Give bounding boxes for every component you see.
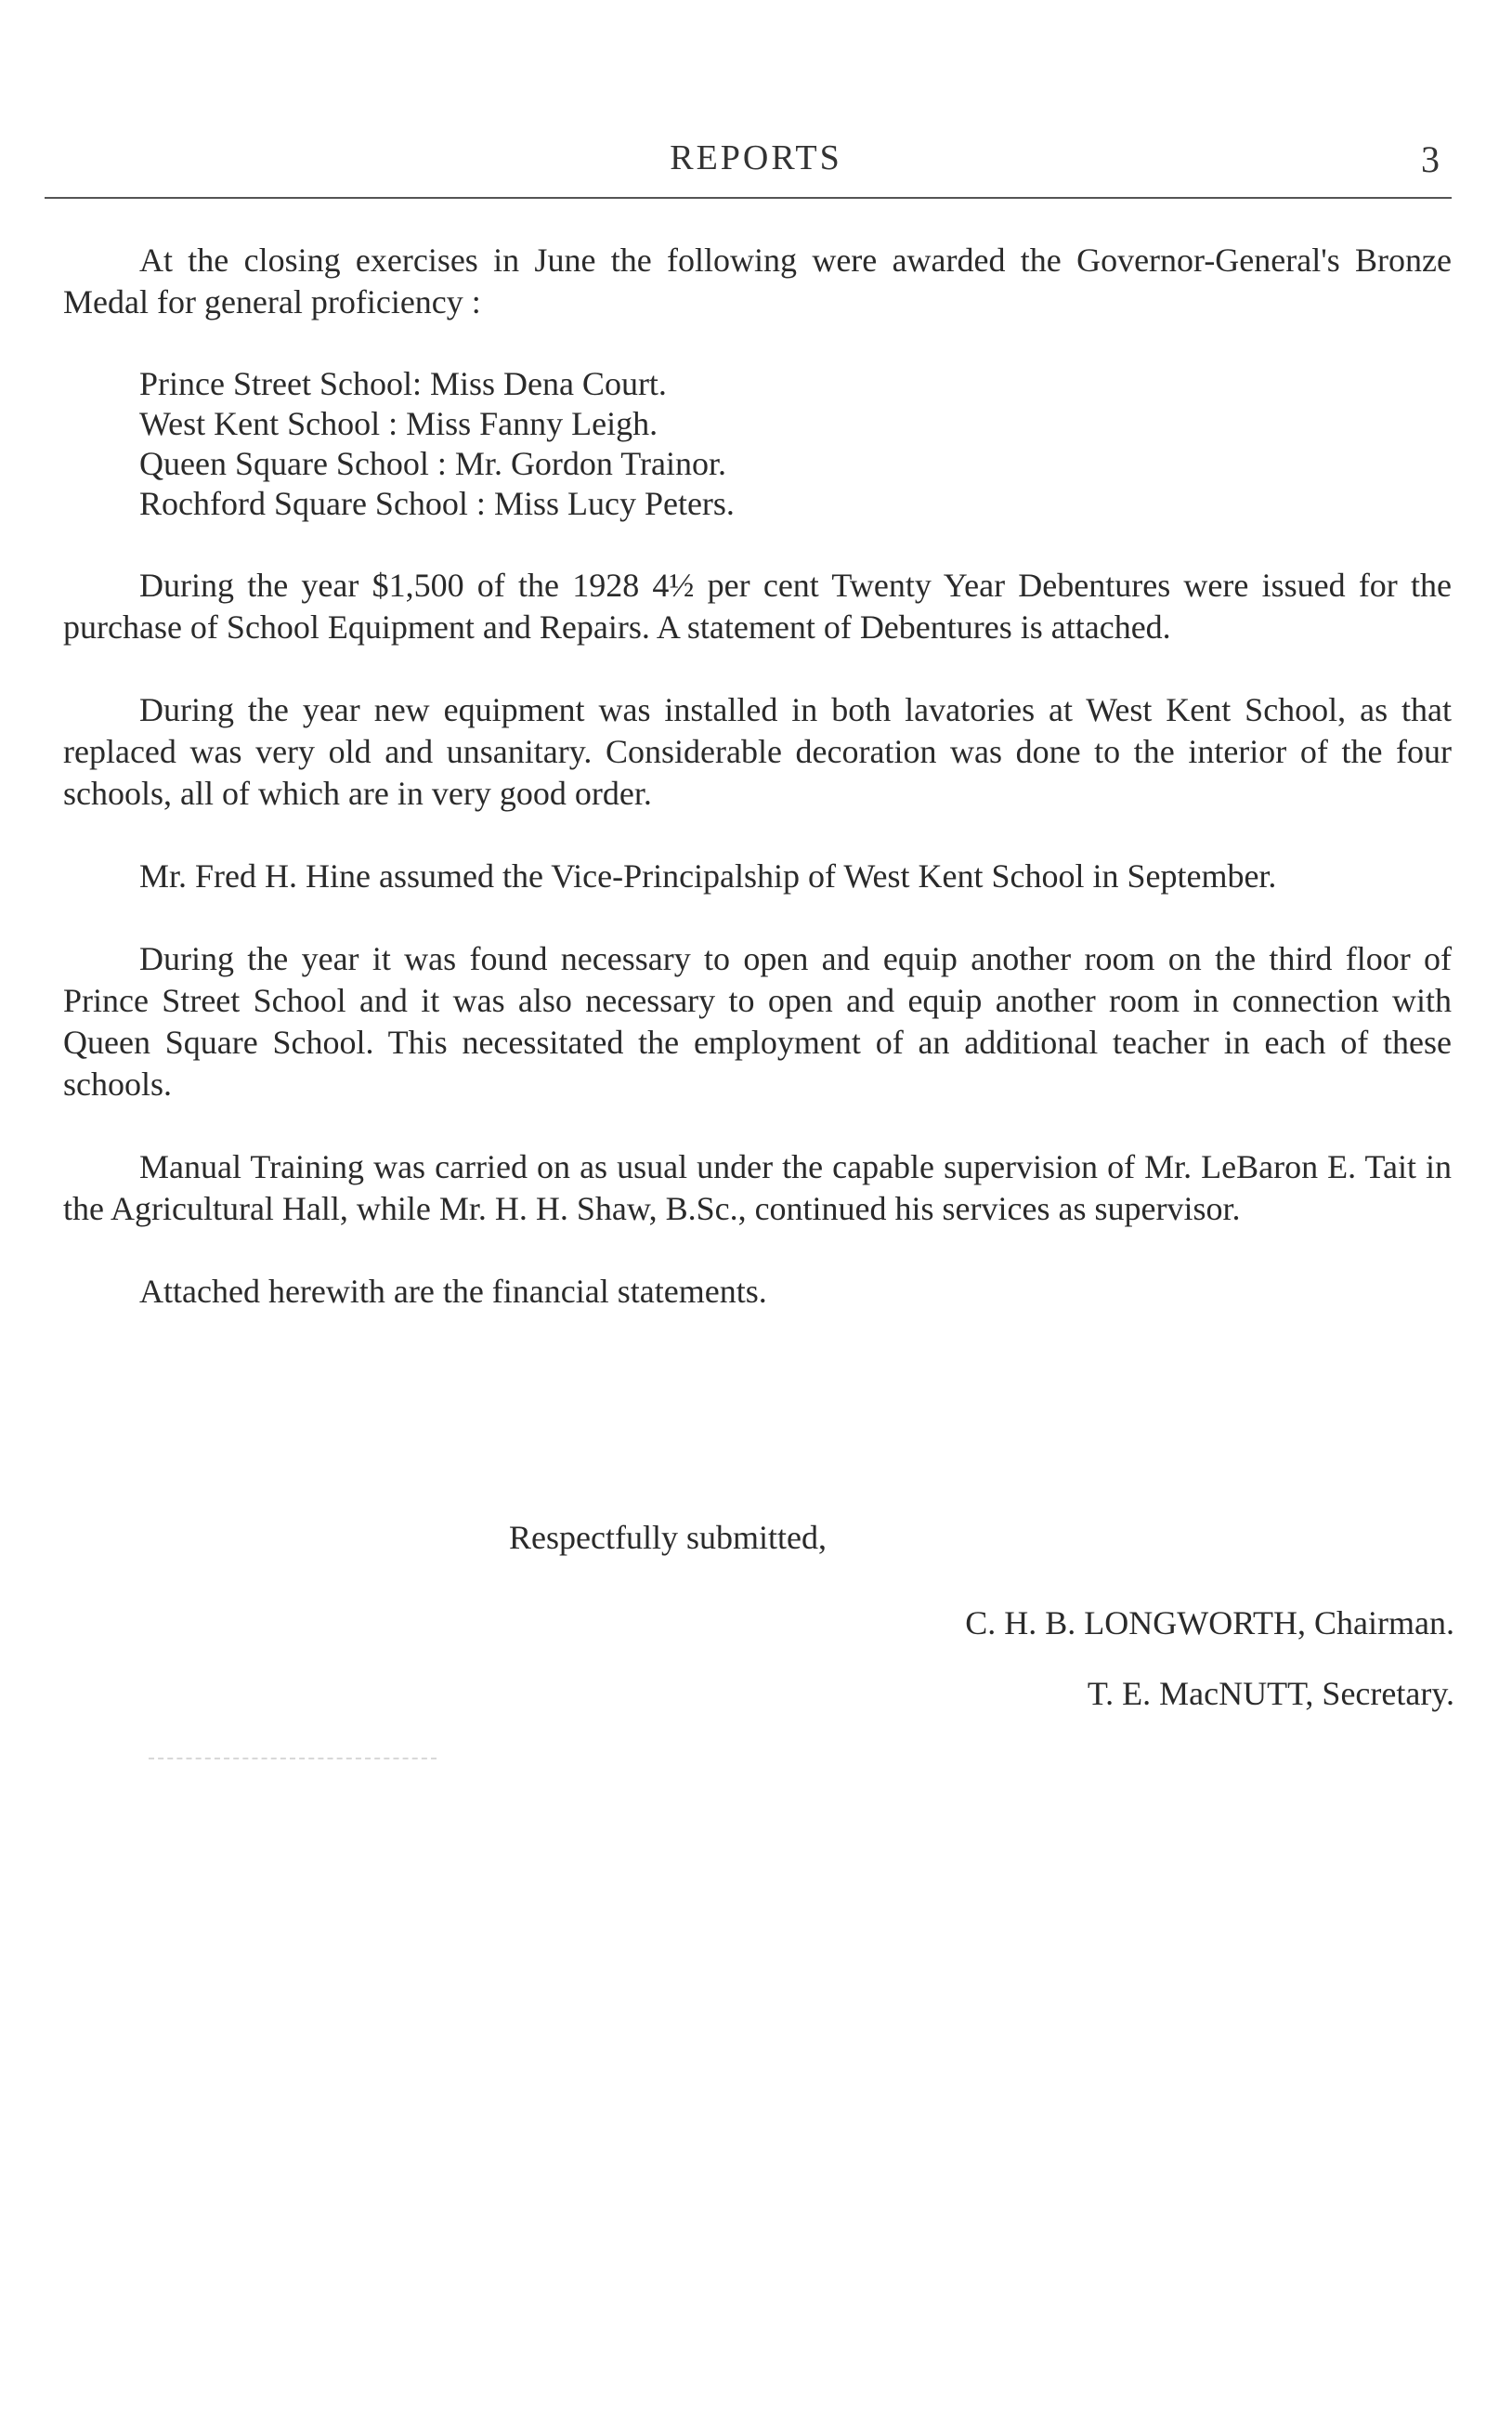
paragraph-manual-training: Manual Training was carried on as usual under the capable supervision of Mr. LeBaron E. Tait in the Agricultural Hall, while Mr. H. H. Shaw, B.Sc., continued his services as supervisor. (63, 1148, 1452, 1227)
paragraph-equipment: During the year new equipment was installed in both lavatories at West Kent School, as that replaced was very old and unsanitary. Considerable decoration was done to the interior of the four schools, all of which are in very good order. (63, 691, 1452, 812)
closing-salutation: Respectfully submitted, (509, 1519, 827, 1556)
medal-winner-item: Queen Square School : Mr. Gordon Trainor. (139, 445, 726, 482)
report-body (63, 240, 1452, 1313)
faint-divider (149, 1758, 437, 1759)
medal-winner-item: Rochford Square School : Miss Lucy Peters. (139, 485, 735, 522)
header-divider (45, 197, 1452, 199)
paragraph-financial-statements: Attached herewith are the financial statements. (139, 1273, 767, 1310)
medal-winners-list (63, 364, 1452, 524)
running-header-title: REPORTS (670, 138, 842, 177)
paragraph-vice-principal: Mr. Fred H. Hine assumed the Vice-Principalship of West Kent School in September. (139, 857, 1277, 895)
paragraph-new-rooms: During the year it was found necessary to open and equip another room on the third floor of Prince Street School and it was also necessary to open and equip another room in connection with Queen Square School. This necessitated the employment of an additional teacher in each of these schools. (63, 940, 1452, 1103)
medal-winner-item: Prince Street School: Miss Dena Court. (139, 365, 667, 402)
signature-chairman: C. H. B. LONGWORTH, Chairman. (965, 1604, 1454, 1641)
signature-secretary: T. E. MacNUTT, Secretary. (1087, 1675, 1454, 1712)
medal-winner-item: West Kent School : Miss Fanny Leigh. (139, 405, 658, 442)
paragraph-medal-intro: At the closing exercises in June the following were awarded the Governor-General's Bronze Medal for general proficiency : (63, 242, 1452, 320)
page-number: 3 (1421, 138, 1440, 180)
paragraph-debentures: During the year $1,500 of the 1928 4½ per cent Twenty Year Debentures were issued for the purchase of School Equipment and Repairs. A statement of Debentures is attached. (63, 567, 1452, 646)
